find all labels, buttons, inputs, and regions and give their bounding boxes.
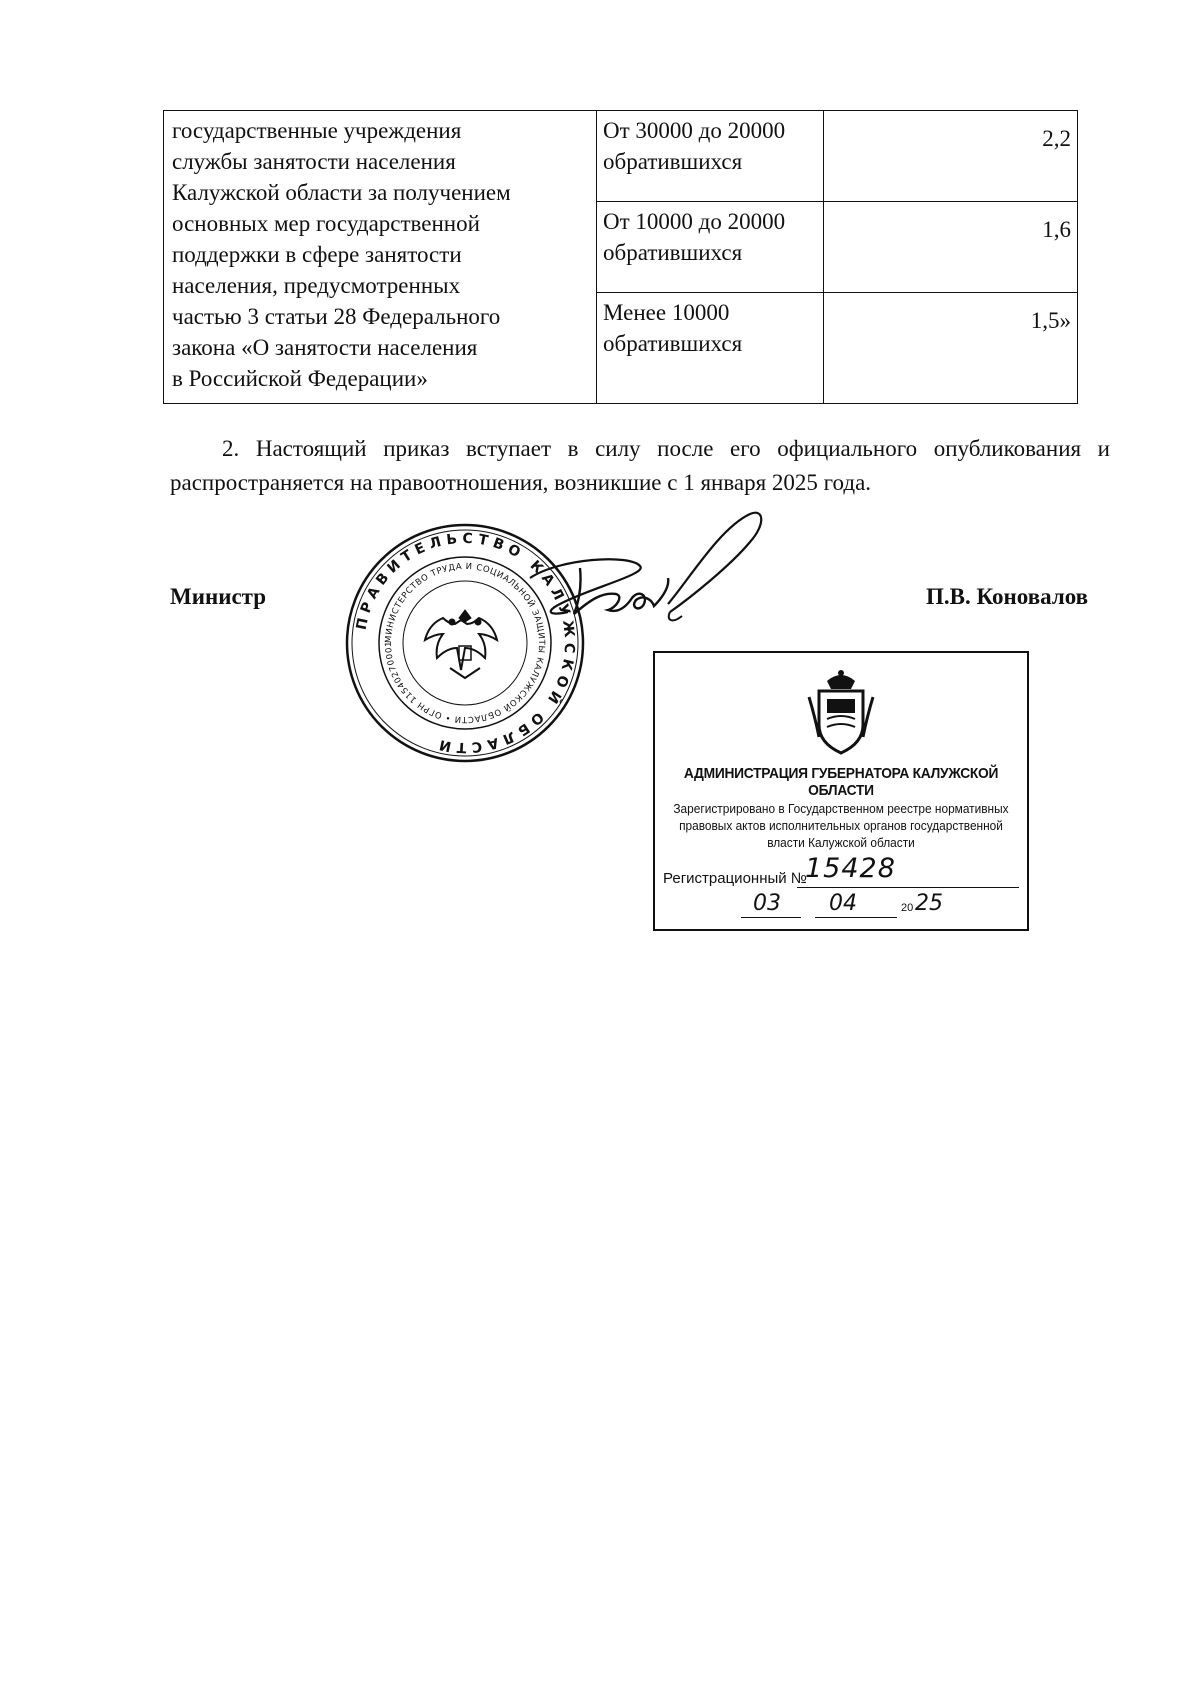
handwritten-signature [520, 508, 800, 668]
registration-stamp [653, 651, 1029, 931]
recipient-description-cell: государственные учреждения службы занятости населения Калужской области за получением основных мер государственной поддержки в сфере занятости населения, предусмотренных частью 3 статьи 28 Федерального закона «О занятости населения в Российской Федерации» [164, 111, 597, 404]
range-cell: От 10000 до 20000 обратившихся [597, 202, 824, 293]
svg-text:МИНИСТЕРСТВО ТРУДА И СОЦИАЛЬНО: МИНИСТЕРСТВО ТРУДА И СОЦИАЛЬНОЙ ЗАЩИТЫ КАЛУЖСКОЙ ОБЛАСТИ • ОГРН 11540270001 [383, 561, 547, 725]
eagle-emblem-icon [425, 610, 497, 678]
coefficient-cell: 1,5» [824, 293, 1078, 404]
registration-number: 15428 [805, 853, 896, 884]
coefficient-cell: 1,6 [824, 202, 1078, 293]
day-underline [741, 917, 801, 918]
kaluga-coat-of-arms-icon [805, 667, 877, 757]
registration-month: 04 [829, 891, 857, 916]
range-cell: Менее 10000 обратившихся [597, 293, 824, 404]
registration-date [741, 891, 951, 919]
coefficient-cell: 2,2 [824, 111, 1078, 202]
paragraph-2: 2. Настоящий приказ вступает в силу после его официального опубликования и распространяется на правоотношения, возникшие с 1 января 2025 года. [170, 436, 1110, 495]
registration-number-underline [797, 887, 1019, 888]
month-underline [815, 917, 897, 918]
stamp-text: Зарегистрировано в Государственном реестре нормативных правовых актов исполнительных органов государственной власти Калужской области [673, 802, 1009, 850]
stamp-title: АДМИНИСТРАЦИЯ ГУБЕРНАТОРА КАЛУЖСКОЙ ОБЛАСТИ [683, 765, 999, 799]
minister-name: П.В. Коновалов [926, 584, 1089, 609]
table-row [164, 111, 1078, 202]
coefficient-table [163, 110, 1078, 404]
minister-position-label: Министр [170, 584, 267, 609]
registration-day: 03 [753, 891, 781, 916]
range-cell: От 30000 до 20000 обратившихся [597, 111, 824, 202]
svg-text:ПРАВИТЕЛЬСТВО КАЛУЖСКОЙ ОБЛАСТ: ПРАВИТЕЛЬСТВО КАЛУЖСКОЙ ОБЛАСТИ [353, 530, 578, 756]
registration-number-label: Регистрационный № [663, 870, 807, 887]
registration-year-prefix: 20 [901, 902, 914, 914]
registration-year-suffix: 25 [915, 891, 943, 916]
